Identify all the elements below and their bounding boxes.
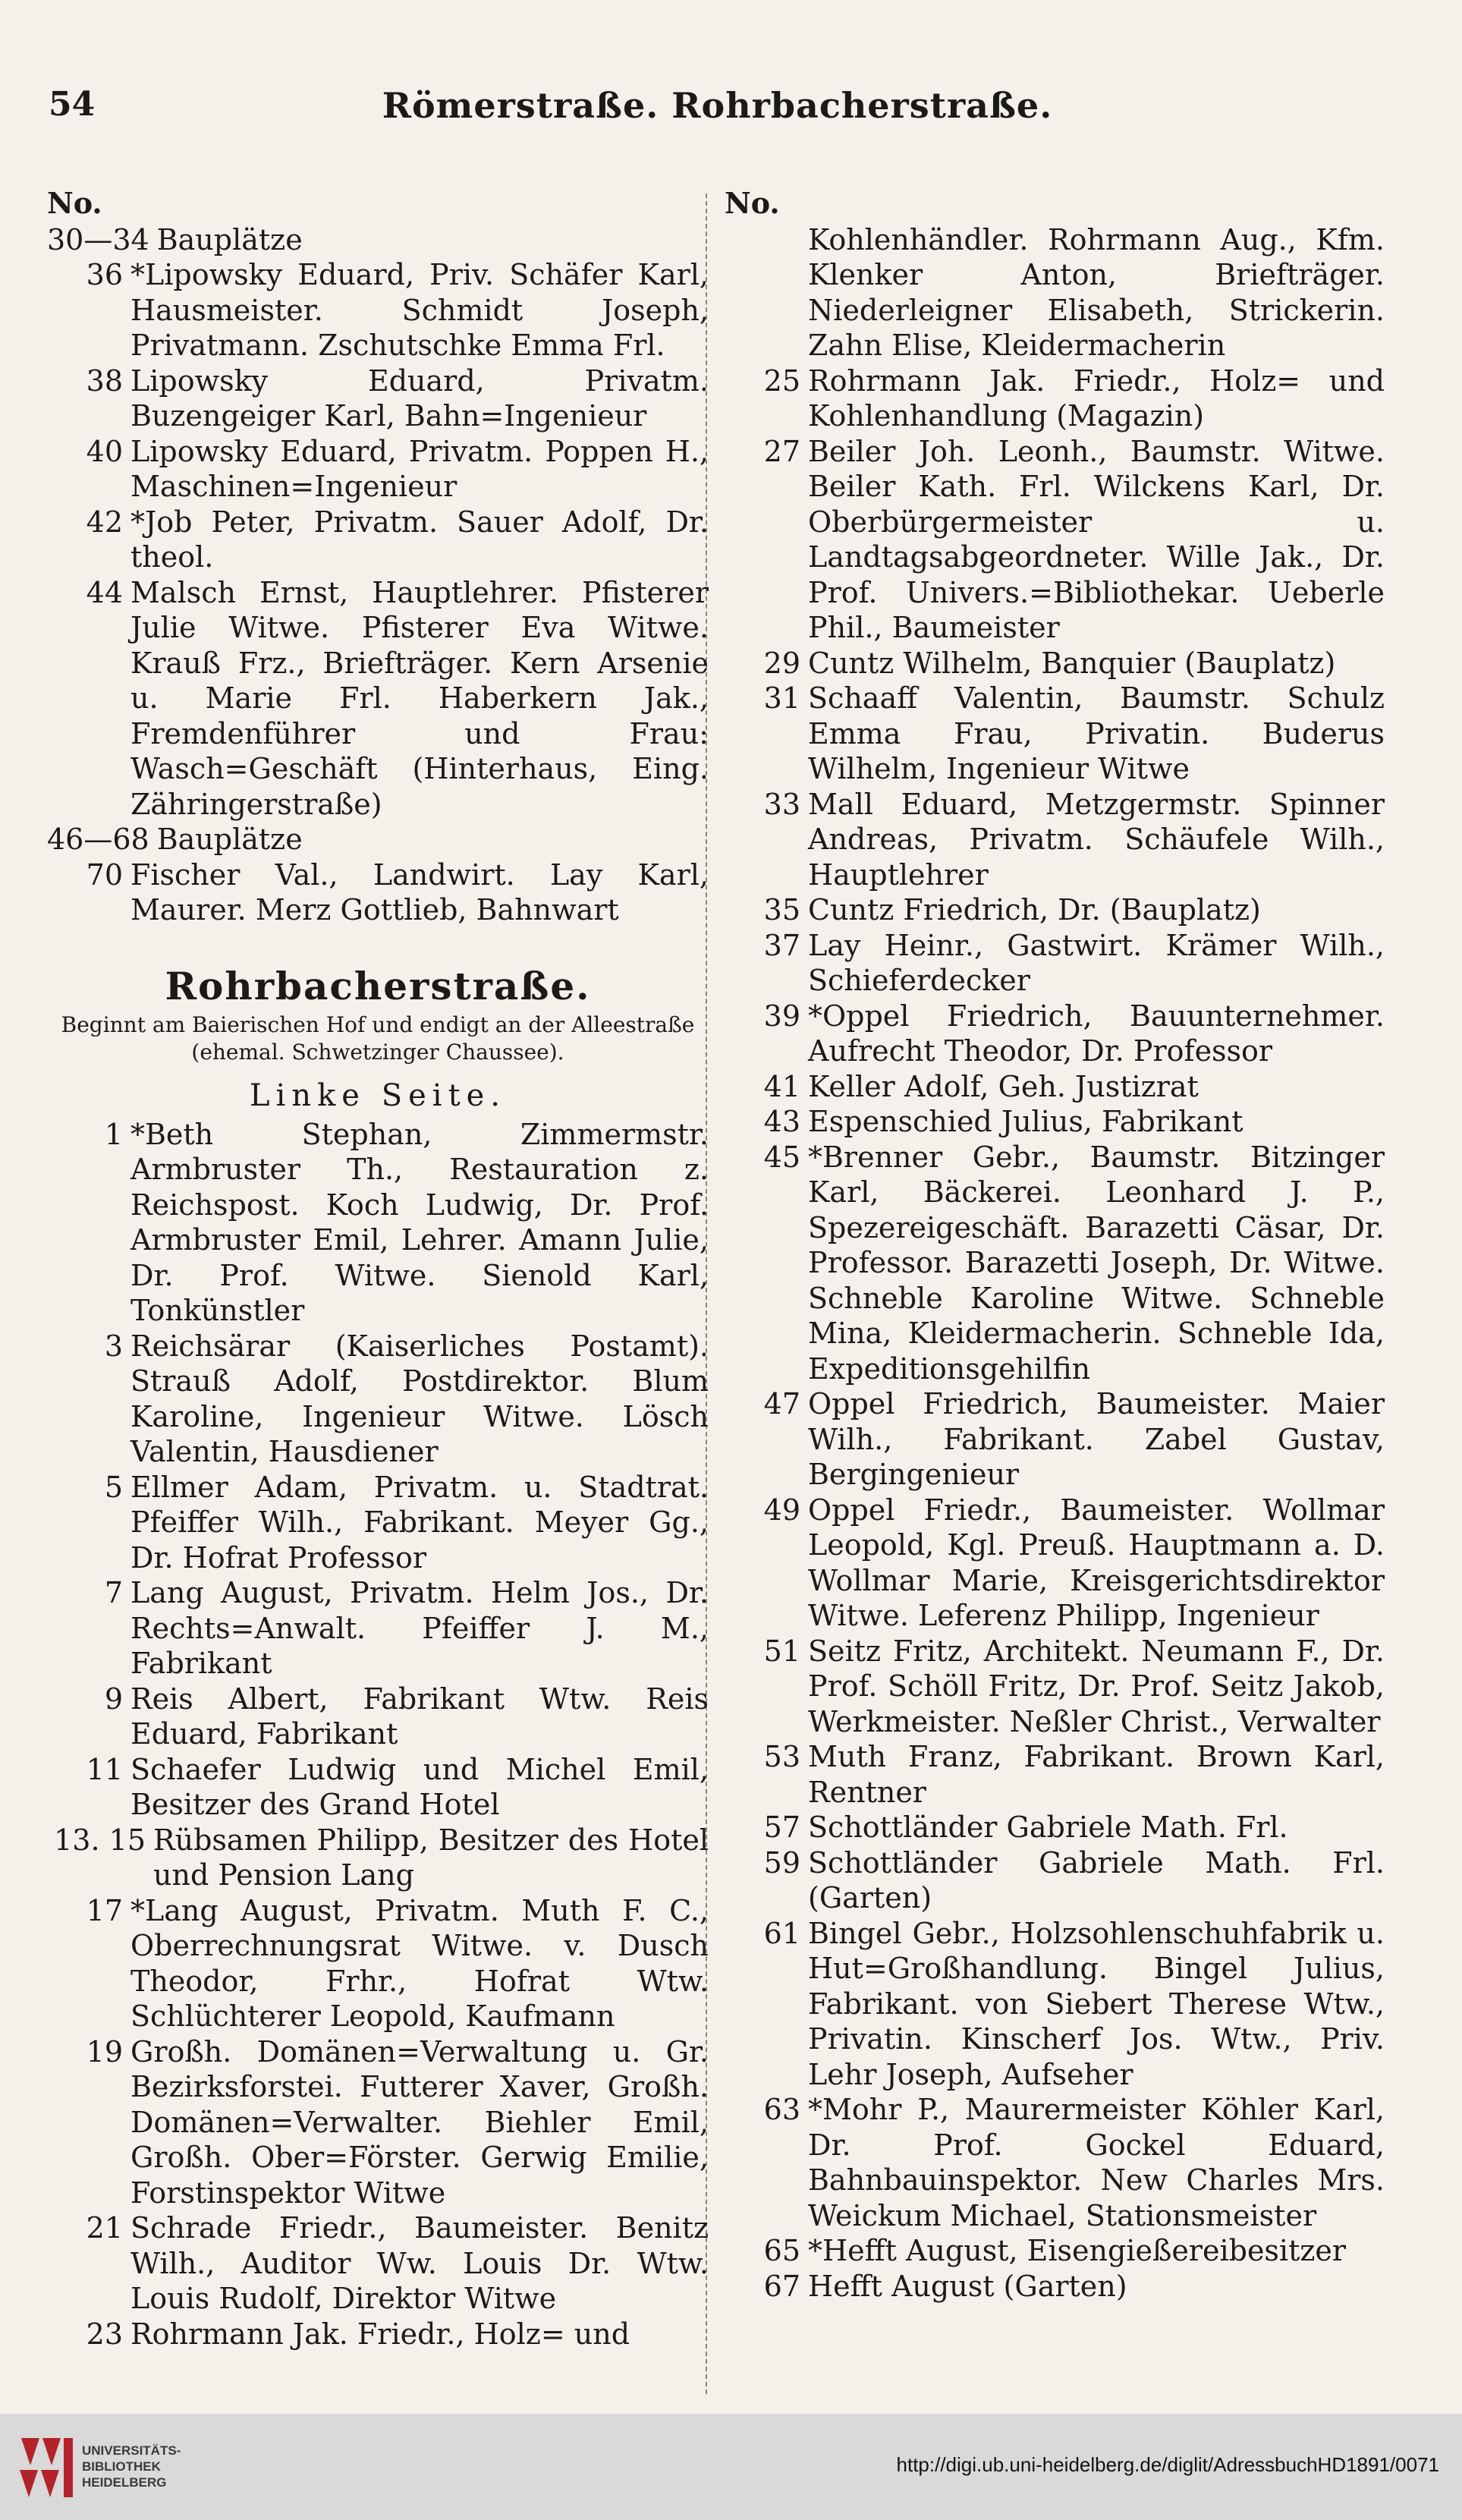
- entries-right: [725, 363, 1385, 2304]
- address-entry: [47, 1893, 709, 2034]
- house-number: 13. 15: [54, 1823, 146, 1857]
- house-number: 9: [104, 1682, 123, 1716]
- house-number: 53: [763, 1740, 800, 1773]
- entry-text: Schrade Friedr., Baumeister. Benitz Wilh., Auditor Ww. Louis Dr. Wtw. Louis Rudolf, Direktor Witwe: [130, 2211, 709, 2315]
- library-name-line: BIBLIOTHEK: [82, 2459, 161, 2474]
- house-number: 46—68: [47, 823, 149, 856]
- column-heading: No.: [725, 186, 780, 220]
- entries-rohrbacherstrasse: [47, 1117, 709, 2352]
- address-entry: [725, 787, 1385, 893]
- entry-text: Mall Eduard, Metzgermstr. Spinner Andreas, Privatm. Schäufele Wilh., Hauptlehrer: [808, 787, 1385, 892]
- right-column: [725, 186, 1385, 2304]
- entry-text: Großh. Domänen=Verwaltung u. Gr. Bezirksforstei. Futterer Xaver, Großh. Domänen=Verwalter. Biehler Emil, Großh. Ober=Förster. Gerwig Emilie, Forstinspektor Witwe: [130, 2034, 709, 2210]
- house-number: 41: [763, 1069, 800, 1103]
- entry-text: Bauplätze: [156, 823, 303, 856]
- address-entry: [725, 1634, 1385, 1740]
- address-entry: [725, 892, 1385, 928]
- house-number: 11: [86, 1752, 123, 1786]
- entry-text: Seitz Fritz, Architekt. Neumann F., Dr. Prof. Schöll Fritz, Dr. Prof. Seitz Jakob, Werkmeister. Neßler Christ., Verwalter: [808, 1634, 1385, 1738]
- house-number: 65: [763, 2234, 800, 2267]
- address-entry: [725, 646, 1385, 681]
- house-number: 7: [104, 1576, 123, 1609]
- address-entry: [725, 1493, 1385, 1634]
- address-entry: [47, 222, 709, 258]
- house-number: 59: [763, 1845, 800, 1880]
- house-number: 27: [763, 434, 800, 468]
- footer-bar: [0, 2414, 1462, 2520]
- entry-text: Bauplätze: [156, 222, 303, 256]
- address-entry: [725, 1739, 1385, 1810]
- entry-text: Hefft August (Garten): [808, 2269, 1127, 2303]
- address-entry: [47, 575, 709, 823]
- address-entry: [725, 2233, 1385, 2269]
- entry-text: Kohlenhändler. Rohrmann Aug., Kfm. Klenker Anton, Briefträger. Niederleigner Elisabeth, Strickerin. Zahn Elise, Kleidermacherin: [808, 222, 1385, 362]
- address-entry: [725, 1845, 1385, 1916]
- address-entry: [47, 1575, 709, 1682]
- entry-text: Rübsamen Philipp, Besitzer des Hotel und Pension Lang: [153, 1823, 709, 1892]
- address-entry: [47, 2317, 709, 2352]
- entry-text: Oppel Friedrich, Baumeister. Maier Wilh., Fabrikant. Zabel Gustav, Bergingenieur: [808, 1387, 1385, 1491]
- house-number: 40: [86, 434, 123, 468]
- column-heading: No.: [47, 186, 102, 220]
- address-entry: [725, 434, 1385, 646]
- address-entry: [47, 1752, 709, 1823]
- house-number: 42: [86, 505, 123, 539]
- left-column: [47, 186, 709, 2352]
- address-entry: [47, 434, 709, 505]
- house-number: 23: [86, 2317, 123, 2351]
- address-entry: [47, 1682, 709, 1752]
- address-entry: [47, 363, 709, 434]
- entry-text: Rohrmann Jak. Friedr., Holz= und: [130, 2317, 630, 2351]
- address-entry: [47, 2210, 709, 2317]
- entry-text: Keller Adolf, Geh. Justizrat: [808, 1069, 1199, 1103]
- house-number: 17: [86, 1893, 123, 1927]
- house-number: 3: [104, 1329, 123, 1363]
- house-number: 70: [86, 857, 123, 892]
- entry-text: *Lang August, Privatm. Muth F. C., Oberrechnungsrat Witwe. v. Dusch Theodor, Frhr., Hofrat Wtw. Schlüchterer Leopold, Kaufmann: [130, 1893, 709, 2033]
- continuation-entry: [725, 222, 1385, 363]
- street-heading: Rohrbacherstraße.: [165, 963, 591, 1008]
- house-number: 29: [763, 646, 800, 680]
- page-header: [49, 85, 1386, 138]
- entry-number: [725, 222, 808, 363]
- entry-text: Espenschied Julius, Fabrikant: [808, 1105, 1243, 1138]
- entry-text: *Oppel Friedrich, Bauunternehmer. Aufrecht Theodor, Dr. Professor: [808, 999, 1385, 1068]
- address-entry: [47, 2034, 709, 2211]
- entry-text: Rohrmann Jak. Friedr., Holz= und Kohlenhandlung (Magazin): [808, 363, 1385, 433]
- entry-text: Muth Franz, Fabrikant. Brown Karl, Rentner: [808, 1740, 1385, 1809]
- house-number: 19: [86, 2034, 123, 2069]
- entry-text: Malsch Ernst, Hauptlehrer. Pfisterer Julie Witwe. Pfisterer Eva Witwe. Krauß Frz., Briefträger. Kern Arsenie u. Marie Frl. Haberkern Jak., Fremdenführer und Frau: Wasch=Geschäft (Hinterhaus, Eing. Zähringerstraße): [130, 575, 709, 821]
- entry-text: Reichsärar (Kaiserliches Postamt). Strauß Adolf, Postdirektor. Blum Karoline, Ingenieur Witwe. Lösch Valentin, Hausdiener: [130, 1329, 709, 1468]
- side-heading: Linke Seite.: [249, 1078, 507, 1113]
- address-entry: [47, 1823, 709, 1893]
- entry-text: Fischer Val., Landwirt. Lay Karl, Maurer. Merz Gottlieb, Bahnwart: [130, 857, 709, 927]
- entry-text: Ellmer Adam, Privatm. u. Stadtrat. Pfeiffer Wilh., Fabrikant. Meyer Gg., Dr. Hofrat Professor: [130, 1470, 709, 1575]
- house-number: 33: [763, 787, 800, 821]
- address-entry: [725, 1810, 1385, 1845]
- house-number: 35: [763, 893, 800, 927]
- address-entry: [725, 363, 1385, 434]
- entry-text: Cuntz Wilhelm, Banquier (Bauplatz): [808, 646, 1336, 680]
- house-number: 36: [86, 258, 123, 291]
- address-entry: [725, 2269, 1385, 2304]
- entry-text: Bingel Gebr., Holzsohlenschuhfabrik u. Hut=Großhandlung. Bingel Julius, Fabrikant. von Siebert Therese Wtw., Privatin. Kinscherf Jos. Wtw., Priv. Lehr Joseph, Aufseher: [808, 1916, 1385, 2091]
- address-entry: [725, 928, 1385, 999]
- address-entry: [725, 1916, 1385, 2093]
- house-number: 63: [763, 2093, 800, 2126]
- entry-text: Lipowsky Eduard, Privatm. Poppen H., Maschinen=Ingenieur: [130, 434, 709, 503]
- address-entry: [725, 2092, 1385, 2233]
- house-number: 44: [86, 575, 123, 609]
- entry-text: Reis Albert, Fabrikant Wtw. Reis Eduard, Fabrikant: [130, 1682, 709, 1751]
- house-number: 25: [763, 363, 800, 398]
- entry-text: Beiler Joh. Leonh., Baumstr. Witwe. Beiler Kath. Frl. Wilckens Karl, Dr. Oberbürgermeister u. Landtagsabgeordneter. Wille Jak., Dr. Prof. Univers.=Bibliothekar. Ueberle Phil., Baumeister: [808, 434, 1385, 644]
- address-entry: [47, 257, 709, 363]
- address-entry: [725, 681, 1385, 787]
- running-title: Römerstraße. Rohrbacherstraße.: [382, 85, 1053, 126]
- house-number: 67: [763, 2269, 800, 2303]
- address-entry: [725, 1104, 1385, 1140]
- entry-text: *Brenner Gebr., Baumstr. Bitzinger Karl, Bäckerei. Leonhard J. P., Spezereigeschäft. Barazetti Cäsar, Dr. Professor. Barazetti Joseph, Dr. Witwe. Schneble Karoline Witwe. Schneble Mina, Kleidermacherin. Schneble Ida, Expeditionsgehilfin: [808, 1140, 1385, 1386]
- entry-text: Cuntz Friedrich, Dr. (Bauplatz): [808, 893, 1261, 927]
- address-entry: [47, 857, 709, 928]
- entry-text: *Lipowsky Eduard, Priv. Schäfer Karl, Hausmeister. Schmidt Joseph, Privatmann. Zschutschke Emma Frl.: [130, 258, 709, 362]
- entry-text: *Mohr P., Maurermeister Köhler Karl, Dr. Prof. Gockel Eduard, Bahnbauinspektor. New Charles Mrs. Weickum Michael, Stationsmeister: [808, 2093, 1385, 2232]
- address-entry: [725, 1069, 1385, 1105]
- house-number: 49: [763, 1493, 800, 1527]
- house-number: 21: [86, 2211, 123, 2245]
- library-name: [82, 2443, 181, 2490]
- entry-text: Schaaff Valentin, Baumstr. Schulz Emma Frau, Privatin. Buderus Wilhelm, Ingenieur Witwe: [808, 681, 1385, 785]
- street-intro: Beginnt am Baierischen Hof und endigt an der Alleestraße (ehemal. Schwetzinger Chaussee).: [61, 1012, 695, 1065]
- library-name-line: UNIVERSITÄTS-: [82, 2443, 181, 2458]
- address-entry: [47, 505, 709, 575]
- library-seal-icon: [17, 2435, 77, 2500]
- entry-text: Lang August, Privatm. Helm Jos., Dr. Rechts=Anwalt. Pfeiffer J. M., Fabrikant: [130, 1576, 709, 1680]
- address-entry: [47, 822, 709, 857]
- address-entry: [725, 1386, 1385, 1493]
- entry-text: *Hefft August, Eisengießereibesitzer: [808, 2234, 1347, 2267]
- address-entry: [725, 1140, 1385, 1387]
- house-number: 37: [763, 928, 800, 962]
- house-number: 47: [763, 1387, 800, 1420]
- house-number: 39: [763, 999, 800, 1033]
- house-number: 43: [763, 1105, 800, 1138]
- page-number: 54: [49, 85, 96, 124]
- address-entry: [47, 1117, 709, 1329]
- source-link[interactable]: http://digi.ub.uni-heidelberg.de/diglit/AdressbuchHD1891/0071: [896, 2453, 1439, 2476]
- house-number: 61: [763, 1916, 800, 1950]
- entry-text: Lay Heinr., Gastwirt. Krämer Wilh., Schieferdecker: [808, 928, 1385, 997]
- entry-text: Lipowsky Eduard, Privatm. Buzengeiger Karl, Bahn=Ingenieur: [130, 363, 709, 433]
- address-entry: [47, 1329, 709, 1470]
- entries-roemerstrasse: [47, 222, 709, 928]
- entry-text: Schottländer Gabriele Math. Frl. (Garten): [808, 1845, 1385, 1914]
- house-number: 31: [763, 681, 800, 715]
- address-entry: [47, 1470, 709, 1576]
- house-number: 1: [104, 1117, 123, 1151]
- house-number: 30—34: [47, 222, 149, 256]
- entry-text: Schaefer Ludwig und Michel Emil, Besitzer des Grand Hotel: [130, 1752, 709, 1821]
- entry-text: *Beth Stephan, Zimmermstr. Armbruster Th., Restauration z. Reichspost. Koch Ludwig, Dr. Prof. Armbruster Emil, Lehrer. Amann Julie, Dr. Prof. Witwe. Sienold Karl, Tonkünstler: [130, 1117, 709, 1327]
- house-number: 51: [763, 1634, 800, 1668]
- house-number: 45: [763, 1140, 800, 1174]
- library-name-line: HEIDELBERG: [82, 2475, 167, 2490]
- house-number: 38: [86, 363, 123, 398]
- entry-text: Oppel Friedr., Baumeister. Wollmar Leopold, Kgl. Preuß. Hauptmann a. D. Wollmar Marie, Kreisgerichtsdirektor Witwe. Leferenz Philipp, Ingenieur: [808, 1493, 1385, 1632]
- entry-text: *Job Peter, Privatm. Sauer Adolf, Dr. theol.: [130, 505, 709, 574]
- entry-text: Schottländer Gabriele Math. Frl.: [808, 1811, 1288, 1844]
- house-number: 57: [763, 1811, 800, 1844]
- address-entry: [725, 999, 1385, 1069]
- house-number: 5: [104, 1470, 123, 1504]
